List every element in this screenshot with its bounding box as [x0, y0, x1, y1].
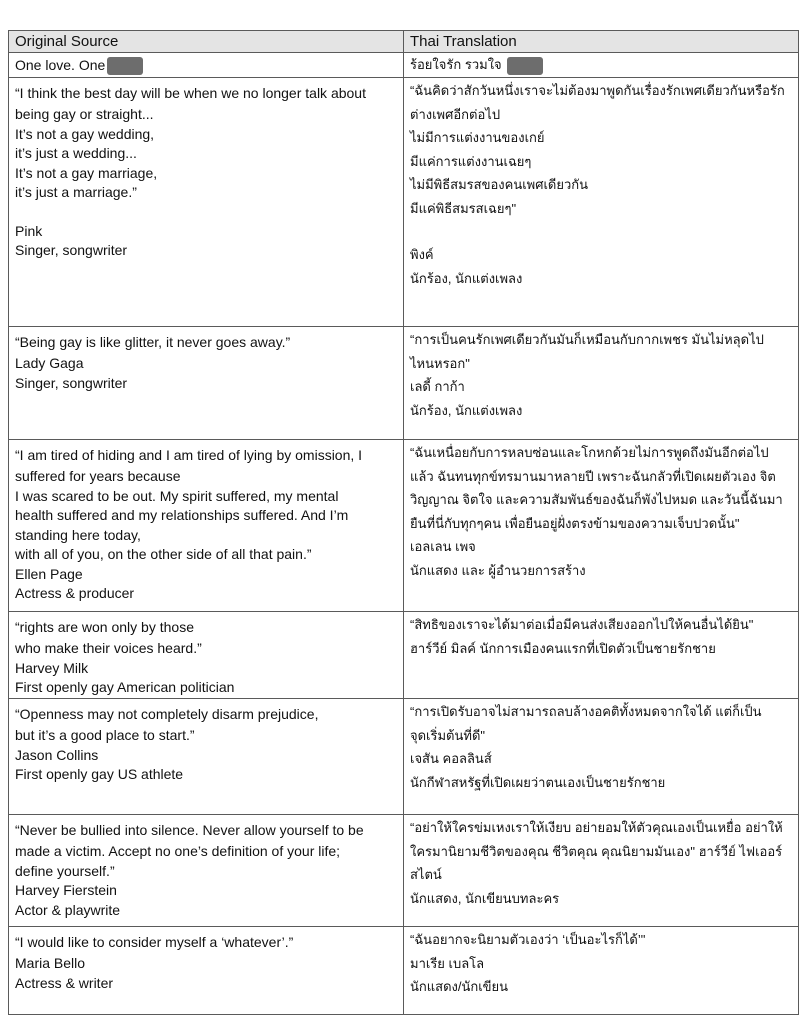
quote-line: “อย่าให้ใครข่มเหงเราให้เงียบ อย่ายอมให้ตัวคุณเองเป็นเหยื่อ อย่าให้	[410, 820, 783, 835]
quote-row	[9, 927, 799, 1015]
quote-row	[9, 78, 799, 327]
quote-line: ต่างเพศอีกต่อไป	[410, 106, 501, 122]
quote-line: สไตน์	[410, 867, 442, 882]
quote-line: health suffered and my relationships suffered. And I’m	[15, 507, 349, 523]
speaker-name: พิงค์	[410, 247, 434, 262]
thai-cell	[404, 612, 799, 699]
title-original-text: One love. One	[15, 57, 106, 73]
quote-line: แล้ว ฉันทนทุกข์ทรมานมาหลายปี เพราะฉันกลัวที่เปิดเผยตัวเอง จิต	[410, 468, 776, 484]
quotes-table	[8, 30, 799, 1015]
speaker-name: Harvey Milk	[15, 659, 89, 676]
quote-line: ไม่มีพิธีสมรสของคนเพศเดียวกัน	[410, 177, 589, 192]
original-cell	[9, 815, 404, 927]
quote-line: “Being gay is like glitter, it never goes away.”	[15, 334, 291, 350]
quote-line: it’s just a marriage.”	[15, 184, 137, 200]
quote-line: define yourself.”	[15, 862, 115, 879]
speaker-role: นักร้อง, นักแต่งเพลง	[410, 402, 523, 418]
speaker-name: Pink	[15, 222, 43, 239]
speaker-role: นักร้อง, นักแต่งเพลง	[410, 270, 523, 286]
quote-line: “I think the best day will be when we no longer talk about	[15, 85, 366, 101]
original-cell	[9, 440, 404, 612]
original-cell	[9, 612, 404, 699]
quote-line: มีแค่พิธีสมรสเฉยๆ"	[410, 200, 517, 216]
quote-row	[9, 815, 799, 927]
thai-cell	[404, 78, 799, 327]
title-original-cell	[9, 53, 404, 78]
speaker-role: Actress & writer	[15, 974, 114, 991]
quote-line: ไหนหรอก"	[410, 355, 470, 371]
speaker-role: นักแสดง และ ผู้อำนวยการสร้าง	[410, 562, 586, 578]
quote-line: “ฉันเหนื่อยกับการหลบซ่อนและโกหกด้วยไม่การพูดถึงมันอีกต่อไป	[410, 445, 769, 460]
thai-cell	[404, 815, 799, 927]
original-cell	[9, 78, 404, 327]
speaker-name: มาเรีย เบลโล	[410, 955, 485, 971]
original-cell	[9, 927, 404, 1015]
quote-line: “ฉันอยากจะนิยามตัวเองว่า ‘เป็นอะไรก็ได้’"	[410, 932, 646, 947]
quote-row	[9, 440, 799, 612]
speaker-role: Actress & producer	[15, 585, 135, 601]
thai-cell	[404, 327, 799, 440]
quote-line: “rights are won only by those	[15, 619, 194, 635]
title-row	[9, 53, 799, 78]
quote-line: ไม่มีการแต่งงานของเกย์	[410, 130, 545, 145]
speaker-role: นักแสดง/นักเขียน	[410, 979, 509, 994]
original-cell	[9, 327, 404, 440]
speaker-name: Harvey Fierstein	[15, 882, 117, 898]
quote-line: “สิทธิของเราจะได้มาต่อเมื่อมีคนส่งเสียงออกไปให้คนอื่นได้ยิน"	[410, 617, 754, 632]
original-cell	[9, 699, 404, 815]
speaker-role: First openly gay US athlete	[15, 766, 184, 782]
quote-line: ใครมานิยามชีวิตของคุณ ชีวิตคุณ คุณนิยามมันเอง" ฮาร์วีย์ ไฟเออร์	[410, 843, 783, 859]
speaker-role: Singer, songwriter	[15, 374, 128, 391]
quote-line: suffered for years because	[15, 468, 181, 484]
redaction-box	[507, 57, 543, 75]
speaker-role: นักแสดง, นักเขียนบทละคร	[410, 890, 560, 906]
speaker-name: ฮาร์วีย์ มิลค์ นักการเมืองคนแรกที่เปิดตัวเป็นชายรักชาย	[410, 640, 716, 656]
quote-line: ยืนที่นี่กับทุกๆคน เพื่อยืนอยู่ฝั่งตรงข้ามของความเจ็บปวดนั้น"	[410, 515, 740, 531]
quote-line: “Never be bullied into silence. Never allow yourself to be	[15, 822, 364, 838]
quote-line: วิญญาณ จิตใจ และความสัมพันธ์ของฉันก็พังไปหมด และวันนี้ฉันมา	[410, 492, 783, 507]
quote-row	[9, 327, 799, 440]
speaker-role: นักกีฬาสหรัฐที่เปิดเผยว่าตนเองเป็นชายรักชาย	[410, 774, 666, 790]
speaker-name: Maria Bello	[15, 955, 86, 971]
quote-line: “I would like to consider myself a ‘whatever’.”	[15, 934, 294, 950]
column-header-original: Original Source	[9, 31, 404, 53]
redaction-box	[107, 57, 143, 75]
speaker-name: Lady Gaga	[15, 355, 84, 371]
quote-line: มีแค่การแต่งงานเฉยๆ	[410, 153, 532, 169]
quote-line: จุดเริ่มต้นที่ดี"	[410, 727, 486, 743]
speaker-name: Jason Collins	[15, 746, 99, 763]
thai-cell	[404, 440, 799, 612]
quote-line: being gay or straight...	[15, 106, 154, 122]
speaker-name: เจสัน คอลลินส์	[410, 751, 492, 766]
speaker-name: Ellen Page	[15, 565, 83, 582]
quote-line: “การเปิดรับอาจไม่สามารถลบล้างอคติทั้งหมดจากใจได้ แต่ก็เป็น	[410, 704, 762, 719]
quote-line: who make their voices heard.”	[15, 640, 202, 656]
speaker-role: First openly gay American politician	[15, 679, 235, 695]
quote-line: it’s just a wedding...	[15, 145, 137, 161]
quote-line: “Openness may not completely disarm prejudice,	[15, 706, 319, 722]
quote-line: It’s not a gay marriage,	[15, 164, 158, 181]
header-row	[9, 31, 799, 53]
quote-line: but it’s a good place to start.”	[15, 727, 195, 743]
speaker-role: Actor & playwrite	[15, 901, 121, 918]
quote-line: I was scared to be out. My spirit suffered, my mental	[15, 487, 339, 504]
quote-line: “ฉันคิดว่าสักวันหนึ่งเราจะไม่ต้องมาพูดกันเรื่องรักเพศเดียวกันหรือรัก	[410, 83, 785, 98]
quote-line: It’s not a gay wedding,	[15, 125, 155, 142]
title-thai-text: ร้อยใจรัก รวมใจ	[410, 57, 502, 72]
quote-row	[9, 612, 799, 699]
quote-line: with all of you, on the other side of all that pain.”	[15, 546, 312, 562]
thai-cell	[404, 699, 799, 815]
quote-line: “I am tired of hiding and I am tired of lying by omission, I	[15, 447, 363, 463]
column-header-thai: Thai Translation	[404, 31, 799, 53]
quote-row	[9, 699, 799, 815]
speaker-name: เลดี้ กาก้า	[410, 379, 465, 394]
speaker-role: Singer, songwriter	[15, 242, 128, 258]
quote-line: made a victim. Accept no one’s definition of your life;	[15, 843, 341, 859]
quote-line: “การเป็นคนรักเพศเดียวกันมันก็เหมือนกับกากเพชร มันไม่หลุดไป	[410, 332, 764, 347]
quote-line: standing here today,	[15, 526, 141, 543]
thai-cell	[404, 927, 799, 1015]
speaker-name: เอลเลน เพจ	[410, 539, 476, 554]
title-thai-cell	[404, 53, 799, 78]
